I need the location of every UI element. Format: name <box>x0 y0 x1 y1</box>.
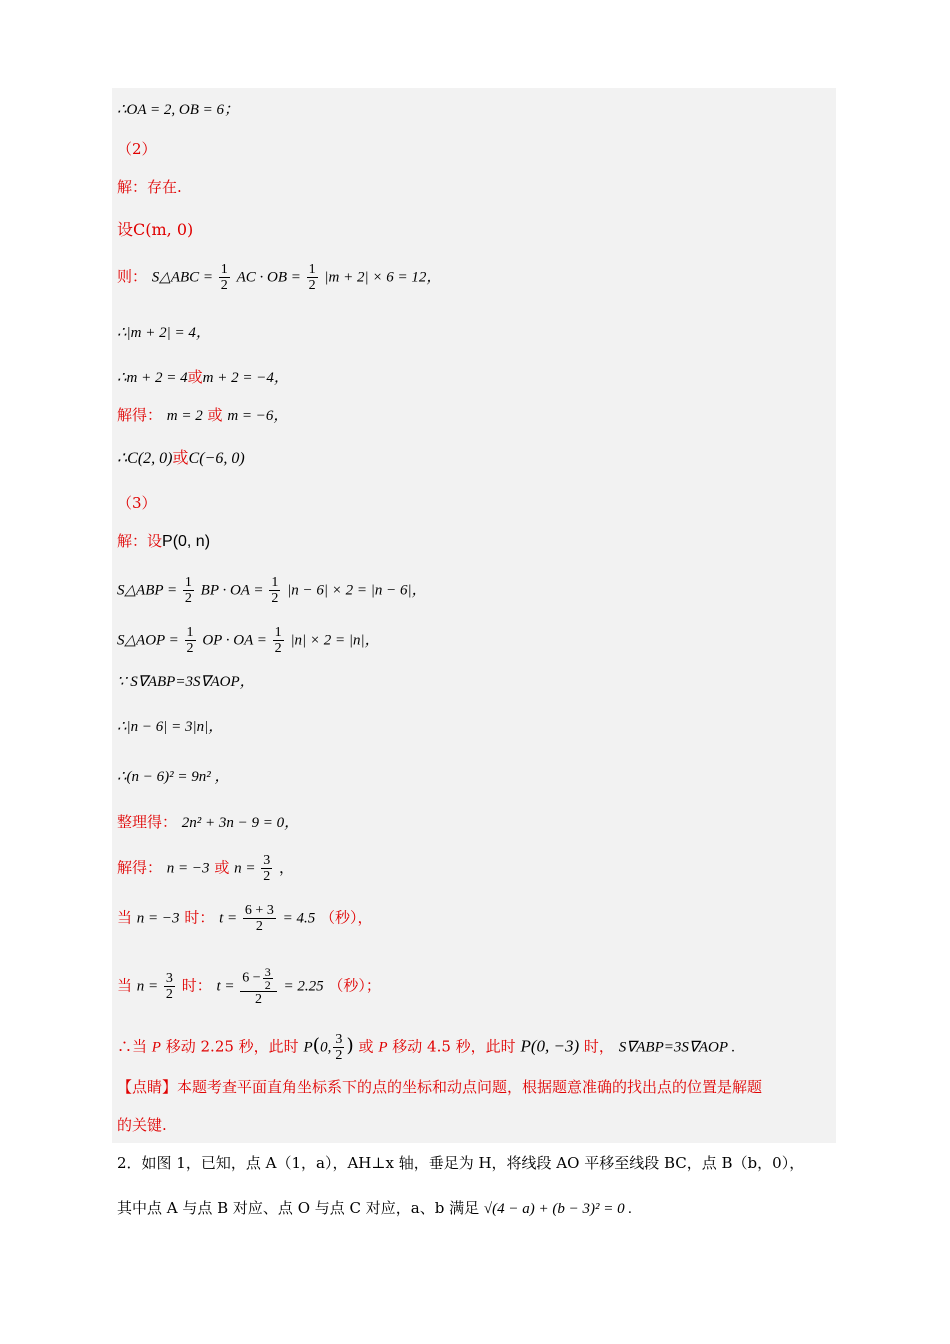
m-cases-line <box>117 367 289 388</box>
frac-den: 2 <box>220 278 228 293</box>
area-abc-result: |m + 2| × 6 = 12， <box>324 269 442 286</box>
then-label: 则： <box>117 267 148 286</box>
p-coord-x: 0, <box>320 1039 332 1056</box>
frac-num: 1 <box>271 575 279 590</box>
part-2-label: （2） <box>117 140 157 158</box>
time-word: 时： <box>181 976 212 995</box>
frac-den: 2 <box>264 978 271 992</box>
fraction-half-5 <box>185 625 196 656</box>
fraction-t2 <box>240 966 276 1007</box>
point-p-symbol: P <box>303 1039 313 1056</box>
solve-label: 解得： <box>117 406 163 424</box>
n-solution-line <box>117 853 294 884</box>
quadratic-eq: 2n² + 3n − 9 = 0， <box>181 815 300 831</box>
time-word: 时， <box>583 1037 614 1056</box>
frac-den: 2 <box>308 278 316 293</box>
frac-num: 3 <box>264 965 271 979</box>
paren-open: ( <box>312 1034 321 1057</box>
paren-close: ) <box>346 1034 354 1057</box>
op-oa-text: OP · OA = <box>202 632 271 649</box>
or-word: 或 <box>358 1037 374 1056</box>
area-aop-symbol: S△AOP = <box>117 632 183 649</box>
when-word: 当 <box>117 908 133 927</box>
conclusion-start: ∴当 <box>117 1037 148 1056</box>
frac-num: 6 + 3 <box>244 903 274 918</box>
part-2-answer: 解：存在. <box>117 178 182 196</box>
n-value-1: n = −3 <box>166 860 210 877</box>
inner-fraction <box>263 966 273 991</box>
frac-num: 1 <box>184 575 192 590</box>
when-word: 当 <box>117 976 133 995</box>
set-point-c <box>117 220 193 240</box>
move-45: 移动 4.5 秒，此时 <box>392 1037 516 1056</box>
abs-n-line <box>117 716 223 737</box>
t-value: = 2.25 <box>283 978 324 995</box>
fraction-three-half <box>261 853 272 884</box>
t-equals: t = <box>216 978 239 995</box>
frac-den: 2 <box>165 987 173 1002</box>
frac-num: 3 <box>165 971 173 986</box>
time-case-1 <box>117 903 373 934</box>
ac-ob-text: AC · OB = <box>236 269 305 286</box>
comment-line-1: 【点睛】本题考查平面直角坐标系下的点的坐标和动点问题，根据题意准确的找出点的位置是解题 <box>117 1078 763 1096</box>
or-word: 或 <box>207 406 223 424</box>
or-word: 或 <box>187 368 203 386</box>
bp-oa-text: BP · OA = <box>200 582 268 599</box>
n-equals: n = <box>234 860 260 877</box>
fraction-half-6 <box>273 625 284 656</box>
fraction-p-y <box>333 1032 344 1063</box>
fraction-half-4 <box>269 575 280 606</box>
frac-den: 2 <box>274 641 282 656</box>
area-abp-result: |n − 6| × 2 = |n − 6|， <box>287 582 427 599</box>
frac-num: 3 <box>263 853 271 868</box>
frac-num: 1 <box>220 262 228 277</box>
set-point-p <box>117 531 210 552</box>
given-area-ratio <box>117 671 255 692</box>
time-case-2 <box>117 966 381 1007</box>
abs-m-line <box>117 322 211 343</box>
quadratic-line <box>117 812 299 833</box>
area-aop-line <box>117 625 380 656</box>
c-points-line <box>117 448 245 469</box>
abs-m-eq: ∴|m + 2| = 4， <box>117 325 211 341</box>
frac-num: 3 <box>335 1032 343 1047</box>
fraction-half <box>219 262 230 293</box>
comma: ， <box>279 858 295 877</box>
solve-label: 解得： <box>117 858 163 877</box>
set-c-text: 设C(m, 0) <box>117 220 194 239</box>
frac-den: 2 <box>186 641 194 656</box>
set-p-label: 解：设 <box>117 532 163 550</box>
frac-num: 1 <box>274 625 282 640</box>
n-value: n = −3 <box>136 910 180 927</box>
t-equals: t = <box>219 910 241 927</box>
m-value-1: m = 2 <box>166 408 203 424</box>
area-abc-symbol: S△ABC = <box>151 269 217 286</box>
t-value: = 4.5 <box>282 910 316 927</box>
n-equals: n = <box>136 978 162 995</box>
frac-num: 1 <box>308 262 316 277</box>
problem-2-line-2 <box>117 1198 632 1219</box>
squared-eq: ∴(n − 6)² = 9n² ， <box>117 769 230 785</box>
point-c-1: ∴C(2, 0) <box>117 450 173 467</box>
point-p-neg3: P(0, −3) <box>520 1036 580 1056</box>
squared-line <box>117 766 230 787</box>
m-value-2: m = −6， <box>227 408 289 424</box>
fraction-t1 <box>243 903 276 934</box>
frac-den: 2 <box>263 869 271 884</box>
frac-den: 2 <box>335 1048 343 1063</box>
problem-2-condition: √(4 − a) + (b − 3)² = 0 . <box>483 1201 633 1217</box>
area-ratio-eq: ∵ S∇ABP=3S∇AOP， <box>117 674 255 690</box>
m-solution-line <box>117 405 288 426</box>
fraction-half-2 <box>307 262 318 293</box>
move-225: 移动 2.25 秒，此时 <box>165 1037 299 1056</box>
area-aop-result: |n| × 2 = |n|， <box>290 632 380 649</box>
frac-num-complex <box>240 966 276 992</box>
area-abp-line <box>117 575 427 606</box>
or-word: 或 <box>214 858 230 877</box>
frac-den: 2 <box>184 591 192 606</box>
point-c-2: C(−6, 0) <box>188 450 245 467</box>
seconds-unit: （秒）； <box>328 976 381 995</box>
point-p-label: P <box>151 1039 161 1056</box>
problem-2-line-1: 2．如图 1，已知，点 A（1，a），AH⊥x 轴，垂足为 H，将线段 AO 平移至线段 BC，点 B（b，0）， <box>117 1154 805 1172</box>
abs-n-eq: ∴|n − 6| = 3|n|， <box>117 719 224 735</box>
m-case-1: ∴m + 2 = 4 <box>117 370 188 386</box>
six-minus: 6 − <box>242 970 261 986</box>
simplify-label: 整理得： <box>117 813 178 831</box>
area-abp-symbol: S△ABP = <box>117 582 181 599</box>
fraction-half-3 <box>183 575 194 606</box>
frac-den: 2 <box>271 591 279 606</box>
seconds-unit: （秒）， <box>320 908 373 927</box>
frac-den: 2 <box>255 992 262 1007</box>
point-p-expr: P(0, n) <box>162 533 211 550</box>
part-3-label: （3） <box>117 494 157 512</box>
or-word: 或 <box>172 448 189 467</box>
eq-oa-ob: ∴OA = 2, OB = 6； <box>117 102 240 118</box>
point-p-label-2: P <box>378 1039 388 1056</box>
area-ratio-final: S∇ABP=3S∇AOP . <box>618 1039 736 1056</box>
conclusion-line <box>117 1032 735 1063</box>
time-word: 时： <box>184 908 215 927</box>
m-case-2: m + 2 = −4， <box>202 370 289 386</box>
frac-den: 2 <box>255 919 263 934</box>
area-abc-line <box>117 262 441 293</box>
fraction-three-half-2 <box>164 971 175 1002</box>
problem-2-text: 其中点 A 与点 B 对应、点 O 与点 C 对应，a、b 满足 <box>117 1199 480 1217</box>
comment-line-2: 的关键. <box>117 1116 167 1134</box>
line-oa-ob <box>117 99 239 120</box>
frac-num: 1 <box>186 625 194 640</box>
